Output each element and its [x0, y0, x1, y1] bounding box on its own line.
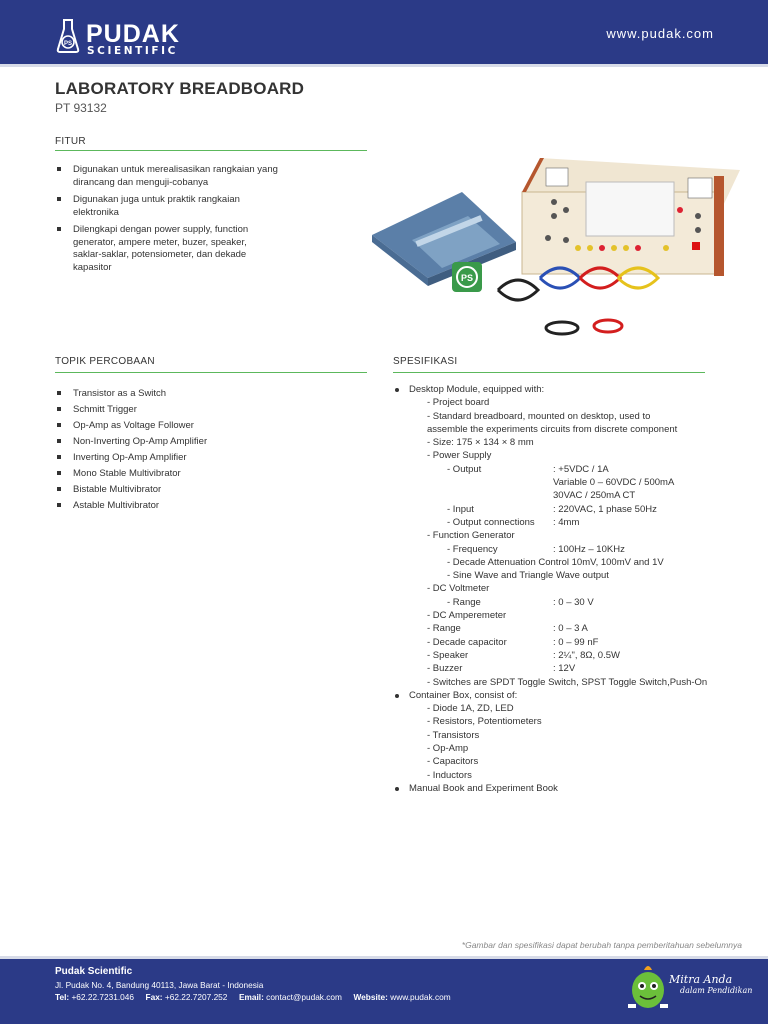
bullet-dot-icon — [395, 787, 399, 791]
spec-label: - DC Voltmeter — [427, 583, 490, 595]
fitur-heading: FITUR — [55, 136, 86, 147]
spec-row — [393, 582, 733, 595]
topik-list — [55, 386, 355, 514]
spec-row — [393, 516, 733, 529]
spec-row — [393, 609, 733, 622]
spec-label: - Power Supply — [427, 450, 492, 462]
spec-row — [393, 676, 733, 689]
spec-label: - Output — [447, 463, 482, 475]
spec-row — [393, 436, 733, 449]
footer-contacts — [55, 992, 451, 1002]
topik-item-label: Astable Multivibrator — [73, 500, 160, 511]
test-leads-image — [498, 268, 658, 334]
spec-row — [393, 769, 733, 782]
spec-row — [393, 543, 733, 556]
spec-value: : 0 – 30 V — [553, 596, 594, 608]
bullet-square-icon — [57, 439, 61, 443]
product-code: PT 93132 — [55, 101, 107, 115]
website-label: Website: — [353, 992, 388, 1002]
fitur-divider — [55, 150, 367, 151]
spec-label: - Size: 175 × 134 × 8 mm — [427, 437, 534, 449]
spec-row — [393, 649, 733, 662]
topik-item — [55, 498, 355, 514]
spec-row — [393, 782, 733, 795]
bullet-square-icon — [57, 227, 61, 231]
topik-item-label: Mono Stable Multivibrator — [73, 468, 181, 479]
fitur-list — [55, 164, 355, 279]
topik-item-label: Bistable Multivibrator — [73, 484, 162, 495]
spec-row — [393, 636, 733, 649]
spec-value: : 0 – 3 A — [553, 623, 588, 635]
pudak-logo — [56, 19, 206, 59]
bullet-dot-icon — [395, 694, 399, 698]
topik-item-label: Non-Inverting Op-Amp Amplifier — [73, 436, 208, 447]
topik-heading: TOPIK PERCOBAAN — [55, 356, 155, 367]
topik-item — [55, 386, 355, 402]
footer-address: Jl. Pudak No. 4, Bandung 40113, Jawa Barat - Indonesia — [55, 980, 264, 990]
flask-logo-icon — [56, 19, 80, 53]
bullet-square-icon — [57, 391, 61, 395]
fitur-item — [55, 194, 355, 219]
ps-watermark-image — [452, 262, 482, 292]
spec-value: : 4mm — [553, 516, 580, 528]
topik-item — [55, 466, 355, 482]
fitur-item-line: Dilengkapi dengan power supply, function — [73, 224, 249, 235]
spec-row — [393, 556, 733, 569]
fitur-item-line: generator, ampere meter, buzer, speaker, — [73, 236, 247, 248]
spec-row — [393, 529, 733, 542]
spec-label: Desktop Module, equipped with: — [409, 384, 545, 395]
spec-value: Variable 0 – 60VDC / 500mA — [553, 477, 675, 489]
spec-row — [393, 755, 733, 768]
spec-row — [393, 503, 733, 516]
spec-label: assemble the experiments circuits from discrete component — [427, 423, 678, 435]
spec-label: - Speaker — [427, 649, 469, 661]
spec-row — [393, 396, 733, 409]
spec-value: : +5VDC / 1A — [553, 463, 609, 475]
spec-row — [393, 423, 733, 436]
mascot-tagline-2: dalam Pendidikan — [680, 986, 753, 995]
spec-row — [393, 489, 733, 502]
topik-item-label: Schmitt Trigger — [73, 404, 137, 415]
spec-label: - Decade Attenuation Control 10mV, 100mV and 1V — [447, 556, 664, 568]
spesifikasi-divider — [393, 372, 705, 373]
spec-row — [393, 689, 733, 702]
spec-label: - Diode 1A, ZD, LED — [427, 703, 514, 715]
tel-label: Tel: — [55, 992, 70, 1002]
spec-label: - Standard breadboard, mounted on desktop, used to — [427, 410, 651, 422]
svg-text:PS: PS — [63, 41, 73, 47]
bullet-square-icon — [57, 167, 61, 171]
fitur-item-line: Digunakan untuk merealisasikan rangkaian yang — [73, 164, 278, 175]
spec-label: - Function Generator — [427, 530, 515, 542]
spec-label: - Range — [447, 596, 481, 608]
topik-divider — [55, 372, 367, 373]
spec-value: : 12V — [553, 663, 576, 675]
footer-tel[interactable]: +62.22.7231.046 — [71, 992, 134, 1002]
spec-label: - Buzzer — [427, 663, 463, 675]
header-bar — [0, 0, 768, 67]
topik-item-label: Op-Amp as Voltage Follower — [73, 420, 194, 431]
email-label: Email: — [238, 992, 264, 1002]
bullet-square-icon — [57, 197, 61, 201]
spec-label: - Capacitors — [427, 756, 479, 768]
mascot-tagline-1: Mitra Anda — [669, 973, 733, 986]
bullet-square-icon — [57, 487, 61, 491]
bullet-square-icon — [57, 471, 61, 475]
spec-row — [393, 715, 733, 728]
spec-label: - Switches are SPDT Toggle Switch, SPST Toggle Switch,Push-On — [427, 676, 708, 688]
brand-subtitle: SCIENTIFIC — [87, 45, 178, 57]
spec-label: - Project board — [427, 397, 490, 409]
spec-row — [393, 662, 733, 675]
product-title: LABORATORY BREADBOARD — [55, 79, 305, 98]
fitur-item-line: Digunakan juga untuk praktik rangkaian — [73, 194, 240, 205]
topik-item — [55, 418, 355, 434]
bullet-square-icon — [57, 407, 61, 411]
spec-label: - Decade capacitor — [427, 636, 507, 648]
spec-label: - Inductors — [427, 769, 472, 781]
footer-email-link[interactable]: contact@pudak.com — [266, 992, 342, 1002]
container-box-image — [372, 192, 516, 286]
spec-label: - Range — [427, 623, 461, 635]
spec-label: Manual Book and Experiment Book — [409, 782, 558, 794]
header-stripe — [0, 64, 768, 67]
spec-value: : 2¼", 8Ω, 0.5W — [553, 649, 620, 661]
bullet-dot-icon — [395, 388, 399, 392]
spec-row — [393, 569, 733, 582]
spec-row — [393, 449, 733, 462]
spec-label: - Transistors — [427, 729, 480, 741]
disclaimer-note: *Gambar dan spesifikasi dapat berubah tanpa pemberitahuan sebelumnya — [461, 940, 742, 950]
spec-row — [393, 463, 733, 476]
spesifikasi-list — [393, 383, 733, 795]
topik-item — [55, 402, 355, 418]
fitur-item-line: elektronika — [73, 206, 119, 218]
spec-row — [393, 729, 733, 742]
spec-row — [393, 622, 733, 635]
fax-label: Fax: — [145, 992, 163, 1002]
spec-row — [393, 596, 733, 609]
spec-label: - Output connections — [447, 516, 535, 528]
footer-fax: +62.22.7207.252 — [164, 992, 228, 1002]
fitur-item — [55, 224, 355, 274]
breadboard-module-image — [522, 158, 740, 276]
spesifikasi-heading: SPESIFIKASI — [393, 356, 458, 367]
topik-item — [55, 450, 355, 466]
header-website-link[interactable]: www.pudak.com — [606, 26, 714, 41]
spec-row — [393, 383, 733, 396]
spec-label: Container Box, consist of: — [409, 689, 518, 701]
spec-value: : 100Hz – 10KHz — [553, 543, 625, 555]
fitur-item-line: dirancang dan menguji-cobanya — [73, 176, 209, 188]
spec-label: - Frequency — [447, 543, 498, 555]
spec-row — [393, 410, 733, 423]
fitur-item-line: saklar-saklar, potensiometer, dan dekade — [73, 249, 247, 260]
topik-item-label: Transistor as a Switch — [73, 388, 167, 399]
spec-value: : 0 – 99 nF — [553, 636, 599, 648]
topik-item — [55, 482, 355, 498]
spec-label: - Input — [447, 503, 474, 515]
spec-row — [393, 702, 733, 715]
bullet-square-icon — [57, 503, 61, 507]
product-photo — [370, 150, 740, 345]
spec-label: - Sine Wave and Triangle Wave output — [447, 570, 609, 582]
fitur-item — [55, 164, 355, 189]
spec-label: - Op-Amp — [427, 743, 469, 755]
footer-website-link[interactable]: www.pudak.com — [390, 992, 451, 1002]
footer-stripe — [0, 956, 768, 959]
topik-item — [55, 434, 355, 450]
bullet-square-icon — [57, 423, 61, 427]
spec-row — [393, 742, 733, 755]
spec-value: 30VAC / 250mA CT — [553, 490, 636, 502]
fitur-item-line: kapasitor — [73, 261, 112, 273]
spec-row — [393, 476, 733, 489]
spec-label: - DC Amperemeter — [427, 610, 507, 622]
spec-label: - Resistors, Potentiometers — [427, 716, 542, 728]
brand-name: PUDAK — [86, 20, 180, 48]
topik-item-label: Inverting Op-Amp Amplifier — [73, 452, 187, 463]
spec-value: : 220VAC, 1 phase 50Hz — [553, 503, 657, 515]
footer-company: Pudak Scientific — [55, 966, 133, 977]
bullet-square-icon — [57, 455, 61, 459]
svg-text:PS: PS — [460, 273, 474, 283]
